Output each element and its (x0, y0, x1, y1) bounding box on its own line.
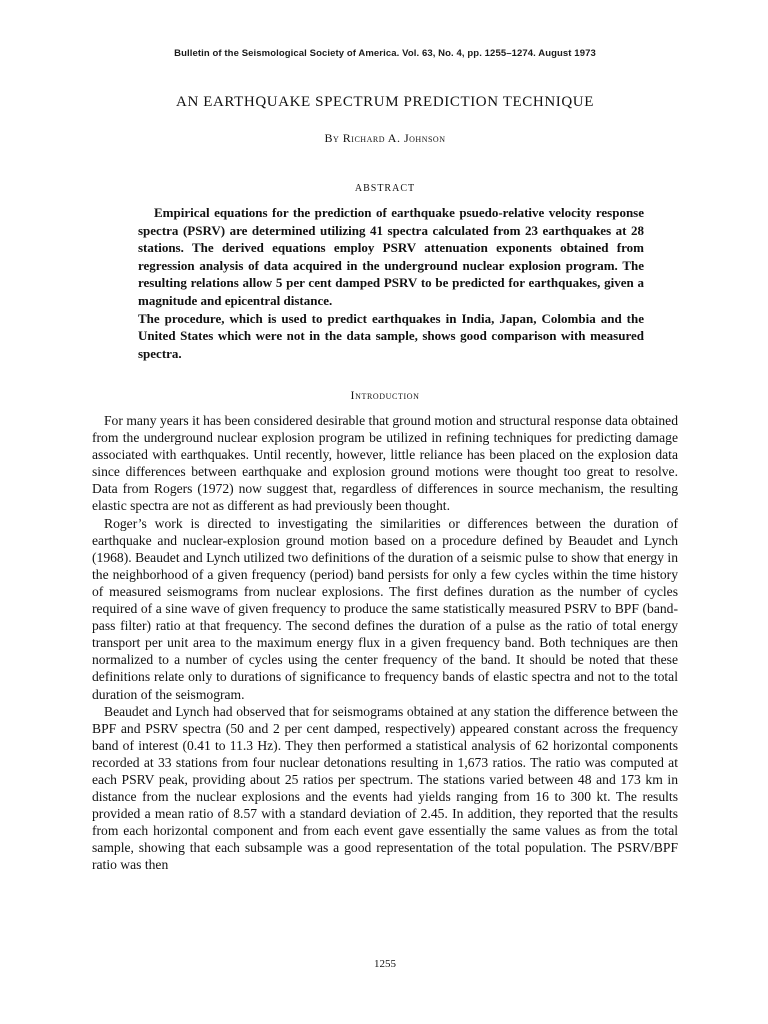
introduction-body (92, 412, 678, 874)
author-byline: By Richard A. Johnson (324, 131, 446, 145)
abstract-paragraph: The procedure, which is used to predict earthquakes in India, Japan, Colombia and the United States which were not in the data sample, shows good comparison with measured spectra. (138, 310, 644, 361)
article-title: AN EARTHQUAKE SPECTRUM PREDICTION TECHNIQUE (176, 94, 594, 110)
section-heading-introduction: Introduction (350, 388, 420, 402)
page-number: 1255 (374, 958, 396, 970)
body-paragraph: Beaudet and Lynch had observed that for seismograms obtained at any station the difference between the BPF and PSRV spectra (50 and 2 per cent damped, respectively) appeared constant across the frequency band of interest (0.41 to 11.3 Hz). They then performed a statistical analysis of 62 horizontal components recorded at 33 stations from four nuclear detonations resulting in 1,673 ratios. The ratio was computed at each PSRV peak, providing about 25 ratios per spectrum. The stations varied between 48 and 173 km in distance from the nuclear explosions and the events had yields ranging from 16 to 300 kt. The results provided a mean ratio of 8.57 with a standard deviation of 2.45. In addition, they reported that the results from each horizontal component and from each event gave essentially the same values as from the total sample, showing that each subsample was a good representation of the total population. The PSRV/BPF ratio was then (92, 703, 678, 873)
journal-header: Bulletin of the Seismological Society of America. Vol. 63, No. 4, pp. 1255–1274. August 1973 (174, 48, 596, 59)
abstract-body (138, 204, 644, 362)
abstract-paragraph: Empirical equations for the prediction of earthquake psuedo-relative velocity response spectra (PSRV) are determined utilizing 41 spectra calculated from 23 earthquakes at 28 stations. The derived equations employ PSRV attenuation exponents obtained from regression analysis of data acquired in the underground nuclear explosion program. The resulting relations allow 5 per cent damped PSRV to be predicted for earthquakes, given a magnitude and epicentral distance. (138, 205, 644, 308)
body-paragraph: For many years it has been considered desirable that ground motion and structural response data obtained from the underground nuclear explosion program be utilized in refining techniques for predicting damage associated with earthquakes. Until recently, however, little reliance has been placed on the explosion data since differences between earthquake and explosion ground motions were thought too great to resolve. Data from Rogers (1972) now suggest that, regardless of differences in source mechanism, the resulting elastic spectra are not as different as had previously been thought. (92, 413, 678, 514)
abstract-heading: ABSTRACT (354, 183, 416, 194)
body-paragraph: Roger’s work is directed to investigating the similarities or differences between the duration of earthquake and nuclear-explosion ground motion based on a procedure defined by Beaudet and Lynch (1968). Beaudet and Lynch utilized two definitions of the duration of a seismic pulse to show that energy in the neighborhood of a given frequency (period) band persists for only a few cycles within the time history of measured seismograms from nuclear explosions. The first defines duration as the number of cycles required of a sine wave of given frequency to produce the same statistically measured PSRV to BPF (band-pass filter) ratio at that frequency. The second defines the duration of a pulse as the ratio of total energy transport per unit area to the maximum energy flux in a given frequency band. Both techniques are then normalized to a number of cycles using the center frequency of the band. It should be noted that these definitions relate only to durations of significance to frequency bands of elastic spectra and not to the total duration of the seismogram. (92, 515, 678, 702)
